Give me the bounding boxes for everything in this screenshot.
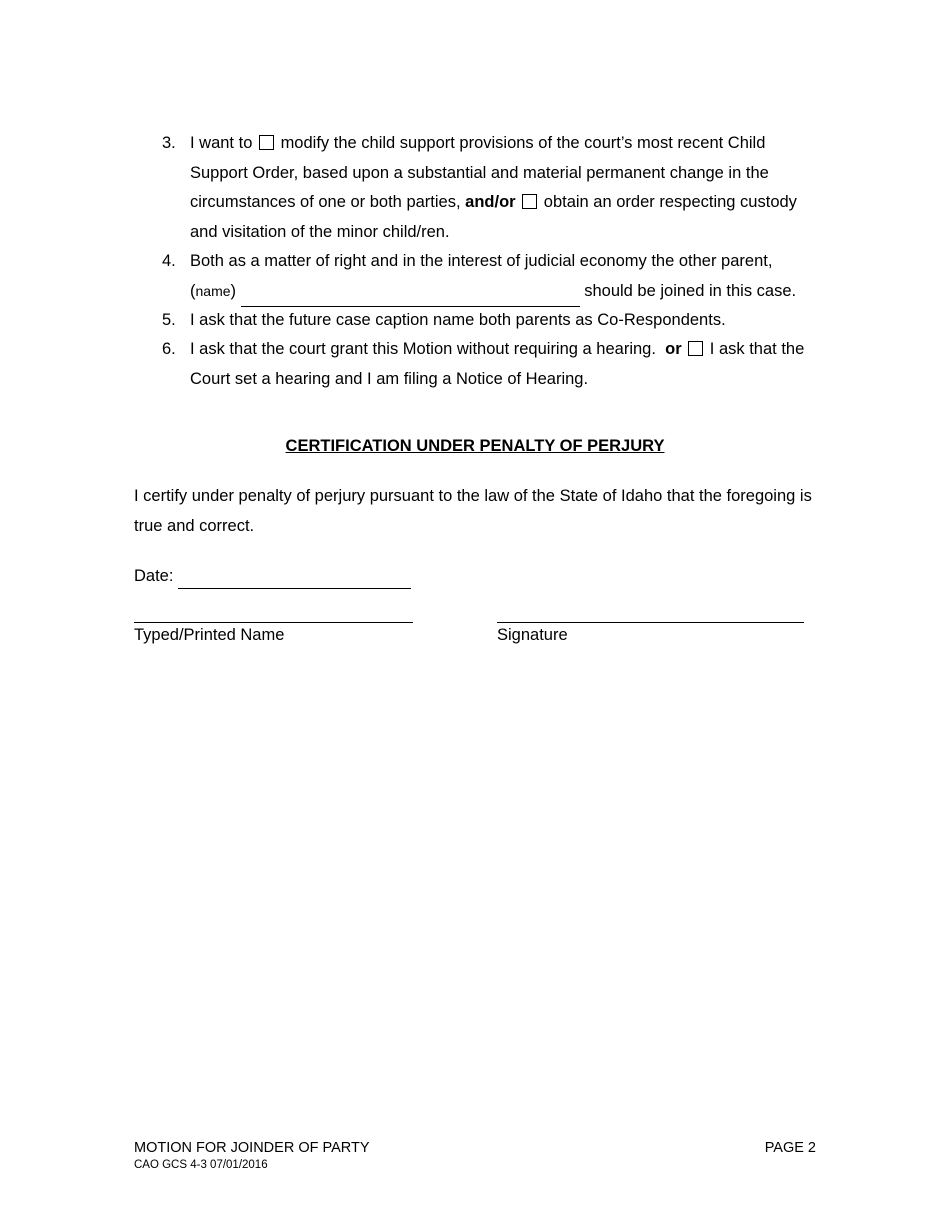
- custody-order-checkbox[interactable]: [522, 194, 537, 209]
- list-item-4: [162, 247, 822, 307]
- footer-title: MOTION FOR JOINDER OF PARTY: [134, 1140, 370, 1156]
- certification-heading: CERTIFICATION UNDER PENALTY OF PERJURY: [285, 437, 665, 455]
- date-field[interactable]: [178, 564, 411, 589]
- list-item-6: [162, 335, 822, 394]
- signature-label: Signature: [497, 626, 568, 644]
- item-text: I ask that the Court set a hearing and I am filing a Notice of Hearing.: [190, 340, 805, 388]
- item-text: I ask that the future case caption name both parents as Co-Respondents.: [190, 311, 726, 329]
- item-number: 6.: [162, 340, 176, 358]
- item-text: I ask that the court grant this Motion without requiring a hearing.: [190, 340, 656, 358]
- page-number: PAGE 2: [764, 1140, 816, 1156]
- item-text: I want to: [190, 134, 253, 152]
- item-text: should be joined in this case.: [584, 281, 797, 300]
- name-paren-close: ): [230, 281, 237, 300]
- certification-text: I certify under penalty of perjury pursuant to the law of the State of Idaho that the foregoing is true and correct.: [134, 487, 812, 535]
- item-text: Both as a matter of right and in the interest of judicial economy the other parent,: [190, 252, 773, 270]
- printed-name-field[interactable]: [134, 622, 413, 623]
- other-parent-name-field[interactable]: [241, 277, 580, 308]
- footer-form-code: CAO GCS 4-3 07/01/2016: [134, 1159, 268, 1171]
- list-item-3: [162, 129, 822, 247]
- item-number: 4.: [162, 252, 176, 270]
- item-text: modify the child support provisions of the court’s most recent Child Support Order, based upon a substantial and material permanent change in the circumstances of one or both parties,: [190, 134, 769, 211]
- request-hearing-checkbox[interactable]: [688, 341, 703, 356]
- signature-field[interactable]: [497, 622, 804, 623]
- or-label: or: [665, 340, 682, 358]
- date-row: [134, 564, 411, 589]
- list-item-5: [162, 306, 822, 336]
- name-row: [190, 277, 822, 308]
- item-number: 3.: [162, 134, 176, 152]
- and-or-label: and/or: [465, 193, 516, 211]
- item-number: 5.: [162, 311, 176, 329]
- name-paren-open: (: [190, 281, 196, 300]
- name-label: name: [195, 282, 231, 299]
- modify-child-support-checkbox[interactable]: [259, 135, 274, 150]
- date-label: Date:: [134, 567, 174, 585]
- item-text: obtain an order respecting custody and visitation of the minor child/ren.: [190, 193, 797, 241]
- printed-name-label: Typed/Printed Name: [134, 626, 285, 644]
